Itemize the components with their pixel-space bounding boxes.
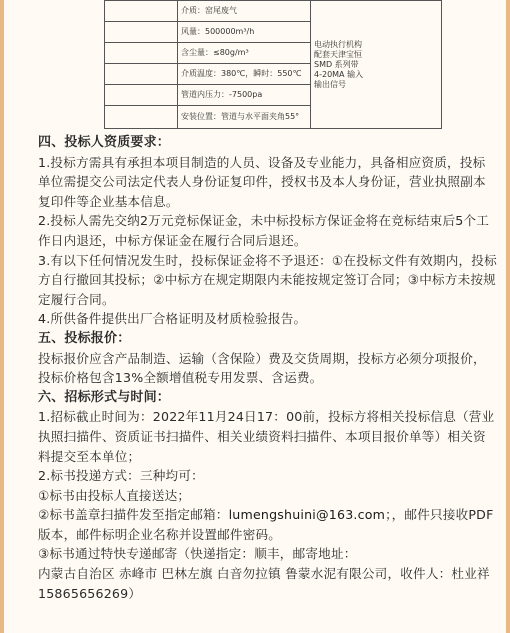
paragraph: 3.有以下任何情况发生时，投标保证金将不予退还：①在投标文件有效期内，投标方自行撤回其投标；②中标方在规定期限内未能按规定签订合同；③中标方未按规定履行合同。 xyxy=(38,252,497,307)
spec-medium: 介质：窑尾废气 xyxy=(181,6,237,15)
section-heading-6: 六、招标形式与时间： xyxy=(38,389,171,405)
paragraph: 1.招标截止时间为：2022年11月24日17：00前，投标方将相关投标信息（营业执照扫描件、资质证书扫描件、相关业绩资料扫描件、本项目报价单等）相关资料提交至本单位； xyxy=(38,409,495,464)
side-note: 电动执行机构配套天津宝恒 SMD 系列带 4-20MA 输入输出信号 xyxy=(314,39,364,89)
spec-table xyxy=(104,0,442,129)
page-frame-right xyxy=(506,0,510,633)
paragraph-text: ②标书盖章扫描件发至指定邮箱： xyxy=(38,507,229,523)
table-cell xyxy=(178,106,311,129)
section-heading-5: 五、投标报价： xyxy=(38,330,131,346)
paragraph: ③标书通过特快专递邮寄（快递指定：顺丰，邮寄地址： xyxy=(38,546,357,562)
table-cell xyxy=(105,1,178,22)
paragraph: 2.投标人需先交纳2万元竞标保证金，未中标投标方保证金将在竞标结束后5个工作日内退还，中标方保证金在履行合同后退还。 xyxy=(38,213,490,248)
section-heading-4: 四、投标人资质要求： xyxy=(38,135,171,150)
table-cell xyxy=(105,22,178,43)
paragraph: 4.所供备件提供出厂合格证明及材质检验报告。 xyxy=(38,311,307,327)
paragraph: 投标报价应含产品制造、运输（含保险）费及交货周期，投标方必须分项报价，投标价格包含13%全额增值税专用发票、含运费。 xyxy=(38,350,486,386)
table-cell xyxy=(178,85,311,106)
paragraph: 2.标书投递方式：三种均可： xyxy=(38,468,204,484)
table-row xyxy=(105,1,442,22)
table-cell xyxy=(105,64,178,85)
table-cell xyxy=(105,85,178,106)
table-cell xyxy=(105,106,178,129)
table-cell xyxy=(178,1,311,22)
paragraph xyxy=(38,505,498,544)
spec-pressure: 管道内压力：-7500pa xyxy=(181,90,263,99)
spec-install: 安装位置：管道与水平面夹角55° xyxy=(181,112,300,121)
table-cell xyxy=(105,43,178,64)
article-content xyxy=(4,0,506,633)
table-cell xyxy=(178,43,311,64)
spec-dust: 含尘量：≤80g/m³ xyxy=(181,48,249,57)
paragraph: 内蒙古自治区 赤峰市 巴林左旗 白音勿拉镇 鲁蒙水泥有限公司，收件人：杜业祥15865656269） xyxy=(38,566,490,601)
paragraph-text: ；，邮件只接收PDF版本，邮件标明企业名称并设置邮件密码。 xyxy=(38,507,494,542)
side-note-cell xyxy=(311,1,442,129)
spec-airflow: 风量：500000m³/h xyxy=(181,27,255,36)
spec-temperature: 介质温度：380℃，瞬时：550℃ xyxy=(181,69,302,78)
body-text xyxy=(38,133,498,603)
email-link[interactable]: lumengshuini@163.com xyxy=(228,507,386,523)
paragraph: 1.投标方需具有承担本项目制造的人员、设备及专业能力，具备相应资质，投标单位需提交公司法定代表人身份证复印件，授权书及本人身份证，营业执照副本复印件等企业基本信息。 xyxy=(38,154,486,209)
table-cell xyxy=(178,64,311,85)
paragraph: ①标书由投标人直接送达； xyxy=(38,487,191,503)
table-cell xyxy=(178,22,311,43)
